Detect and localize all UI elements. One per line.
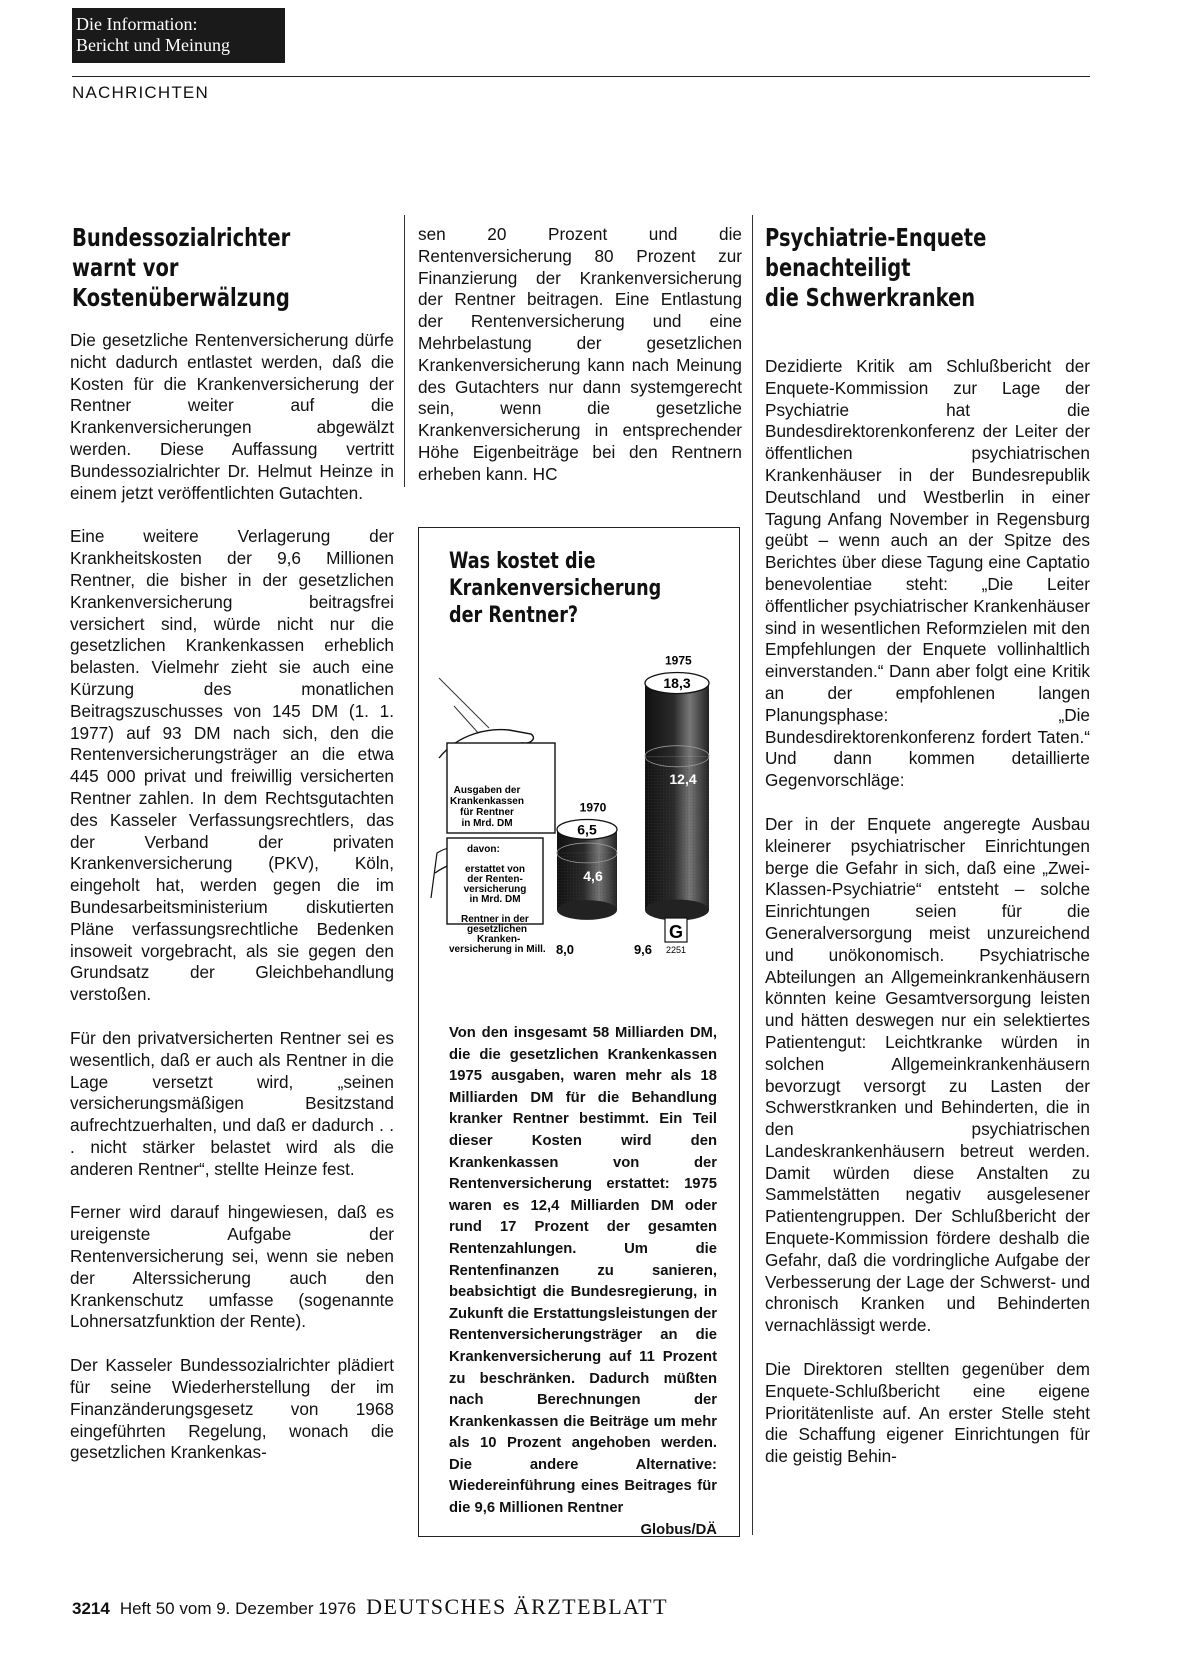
magazine-name: DEUTSCHES ÄRZTEBLATT [366, 1594, 669, 1619]
infobox-source: Globus/DÄ [640, 1521, 717, 1538]
column-divider [752, 215, 753, 1535]
label-rentner-line: Kranken- [477, 934, 521, 945]
year-label: 1975 [665, 653, 692, 668]
bar-base [557, 900, 617, 920]
article2-headline-line: die Schwerkranken [765, 283, 976, 312]
page-footer [72, 1594, 668, 1620]
article1-paragraph: Ferner wird darauf hingewiesen, daß es ureigenste Aufgabe der Rentenversicherung sei, wenn sie neben der Alterssicherung auch den Krankenschutz umfasse (sogenannte Lohnersatzfunktion der Rente). [70, 1202, 394, 1332]
label-davon-line: versicherung [463, 884, 527, 895]
infobox-title-line: der Rentner? [449, 603, 579, 628]
data-label-total: 18,3 [663, 675, 691, 692]
label-ausgaben-line: Krankenkassen [450, 796, 524, 807]
logo-letter: G [668, 922, 684, 942]
article1-column-2 [418, 224, 742, 508]
label-rentner-line: Rentner in der [461, 914, 529, 925]
data-label-erstattet: 4,6 [583, 867, 603, 884]
article2-paragraph: Dezidierte Kritik am Schlußbericht der Enquete-Kommission zur Lage der Psychiatrie hat die Bundesdirektorenkonferenz der Leiter der öffentlichen psychiatrischen Krankenhäuser in der Bundesrepublik Deutschland und Westberlin in einer Tagung Anfang November in Regensburg geübt – wenn auch an der Spitze des Berichtes über diese Tagung eine Captatio benevolentiae steht: „Die Leiter öffentlicher psychiatrischer Krankenhäuser sind in wesentlichen Reformzielen mit den Empfehlungen der Enquete vollinhaltlich einverstanden.“ Dann aber folgt eine Kritik an der empfohlenen langen Planungsphase: „Die Bundesdirektorenkonferenz fordert Taten.“ Und dann kommen detaillierte Gegenvorschläge: [765, 356, 1090, 791]
infobox-title [449, 548, 661, 629]
label-rentner-line: gesetzlichen [467, 924, 528, 935]
article1-headline [72, 223, 290, 313]
article1-headline-line: Kostenüberwälzung [72, 283, 290, 312]
data-label-erstattet: 12,4 [669, 771, 697, 788]
article2-column [765, 356, 1090, 1490]
article2-headline [765, 223, 986, 313]
label-ausgaben-line: Ausgaben der [453, 785, 521, 796]
article1-headline-line: warnt vor [72, 253, 179, 282]
rubric-line-1: Die Information: [76, 14, 198, 34]
article1-column-1 [70, 330, 394, 1486]
article1-headline-line: Bundessozialrichter [72, 223, 291, 252]
article2-headline-line: benachteiligt [765, 253, 911, 282]
infobox-title-line: Was kostet die [449, 549, 596, 574]
article1-continuation: sen 20 Prozent und die Rentenversicherung 80 Prozent zur Finanzierung der Krankenversicherung der Rentner beitragen. Eine Entlastung der Rentenversicherung und eine Mehrbelastung der gesetzlichen Krankenversicherung kann nach Meinung des Gutachters nur dann systemgerecht sein, wenn die gesetzliche Krankenversicherung in entsprechender Höhe Eigenbeiträge bei den Rentnern erheben kann. HC [418, 224, 742, 484]
infobox-body: Von den insgesamt 58 Milliarden DM, die die gesetzlichen Krankenkassen 1975 ausgaben, waren mehr als 18 Milliarden DM für die Behandlung kranker Rentner bestimmt. Ein Teil dieser Kosten wird den Krankenkassen von der Rentenversicherung erstattet: 1975 waren es 12,4 Milliarden DM oder rund 17 Prozent der gesamten Rentenzahlungen. Um die Rentenfinanzen zu sanieren, beabsichtigt die Bundesregierung, in Zukunft die Erstattungsleistungen der Rentenversicherungsträger an die Krankenversicherung auf 11 Prozent zu beschränken. Dadurch müßten nach Berechnungen der Krankenkassen die Beiträge um mehr als 10 Prozent angehoben werden. Die andere Alternative: Wiedereinführung eines Beitrages für die 9,6 Millionen Rentner [449, 1025, 717, 1517]
article2-paragraph: Die Direktoren stellten gegenüber dem Enquete-Schlußbericht eine eigene Prioritätenliste auf. An erster Stelle steht die Schaffung eigener Einrichtungen für die geistig Behin- [765, 1359, 1090, 1467]
globus-logo [665, 918, 687, 955]
infobox-text [449, 1023, 717, 1541]
rubric-label [72, 8, 285, 63]
bar-1975 [634, 654, 709, 957]
infobox-title-line: Krankenversicherung [449, 576, 662, 601]
data-label-rentner: 9,6 [633, 942, 653, 957]
data-label-rentner: 8,0 [555, 942, 575, 957]
column-divider [404, 215, 405, 487]
year-label: 1970 [579, 800, 607, 815]
article1-paragraph: Für den privatversicherten Rentner sei es wesentlich, daß er auch als Rentner in die Lage versetzt wird, „seinen versicherungsmäßigen Besitzstand aufrechtzuerhalten, und daß er dadurch . . . nicht stärker belastet wird als die anderen Rentner“, stellte Heinze fest. [70, 1027, 394, 1179]
article2-paragraph: Der in der Enquete angeregte Ausbau kleinerer psychiatrischer Einrichtungen berge die Gefahr in sich, daß eine „Zwei-Klassen-Psychiatrie“ entsteht – solche Einrichtungen seien für die Generalversorgung meist unzureichend und unökonomisch. Psychiatrische Abteilungen an Allgemeinkrankenhäusern könnten keine Gesamtversorgung leisten und hätten deswegen nur ein selektiertes Patientengut: Leichtkranke würden in solchen Allgemeinkrankenhäusern bevorzugt versorgt zu Lasten der Schwerstkranken und Behinderten, die in den psychiatrischen Landeskrankenhäusern betreut werden. Damit würden diese Anstalten zu Sammelstätten negativ ausgelesener Patientengruppen. Der Schlußbericht der Enquete-Kommission fördere deshalb die Gefahr, daß die vordringliche Aufgabe der Verbesserung der Lage der Schwerst- und chronisch Kranken und Behinderten vernachlässigt werde. [765, 813, 1090, 1336]
logo-number: 2251 [665, 945, 687, 955]
bar-base [645, 899, 709, 920]
rubric-line-2: Bericht und Meinung [76, 35, 230, 55]
label-davon-line: erstattet von [464, 864, 526, 875]
label-davon-line: der Renten- [467, 874, 523, 885]
page-number: 3214 [72, 1599, 110, 1618]
label-davon-line: in Mrd. DM [469, 894, 521, 905]
article1-paragraph: Der Kasseler Bundessozialrichter plädiert für seine Wiederherstellung der im Finanzänderungsgesetz von 1968 eingeführten Regelung, wonach die gesetzlichen Krankenkas- [70, 1355, 394, 1463]
data-label-total: 6,5 [577, 821, 597, 838]
article2-headline-line: Psychiatrie-Enquete [765, 223, 987, 252]
label-davon-line: davon: [467, 844, 500, 855]
label-rentner-line: versicherung in Mill. [449, 944, 546, 955]
chart-graphic [419, 648, 739, 1008]
label-ausgaben-line: für Rentner [460, 807, 514, 818]
article1-paragraph: Eine weitere Verlagerung der Krankheitskosten der 9,6 Millionen Rentner, die bisher in der gesetzlichen Krankenversicherung beitragsfrei versichert sind, würde nicht nur die gesetzlichen Krankenkassen erheblich belasten. Vielmehr zieht sie auch eine Kürzung des monatlichen Beitragszuschusses von 145 DM (1. 1. 1977) auf 93 DM nach sich, den die Rentenversicherungsträger an die etwa 445 000 privat und freiwillig versicherten Rentner zahlen. In dem Rechtsgutachten des Kasseler Verfassungsrechtlers, das der Verband der privaten Krankenversicherung (PKV), Köln, eingeholt hat, werden gegen die im Bundesarbeitsministerium diskutierten Pläne verfassungsrechtliche Bedenken insoweit vorgebracht, als sie gegen den Grundsatz der Gleichbehandlung verstoßen. [70, 526, 394, 1005]
section-title: NACHRICHTEN [72, 83, 209, 102]
header-rule [72, 76, 1090, 77]
bar-1970 [556, 801, 617, 958]
label-ausgaben-line: in Mrd. DM [461, 818, 513, 829]
issue-info: Heft 50 vom 9. Dezember 1976 [119, 1599, 357, 1618]
article1-paragraph: Die gesetzliche Rentenversicherung dürfe nicht dadurch entlastet werden, daß die Kosten für die Krankenversicherung der Rentner weiter auf die Krankenversicherungen abgewälzt werden. Diese Auffassung vertritt Bundessozialrichter Dr. Helmut Heinze in einem jetzt veröffentlichten Gutachten. [70, 330, 394, 503]
infobox [418, 527, 740, 1537]
